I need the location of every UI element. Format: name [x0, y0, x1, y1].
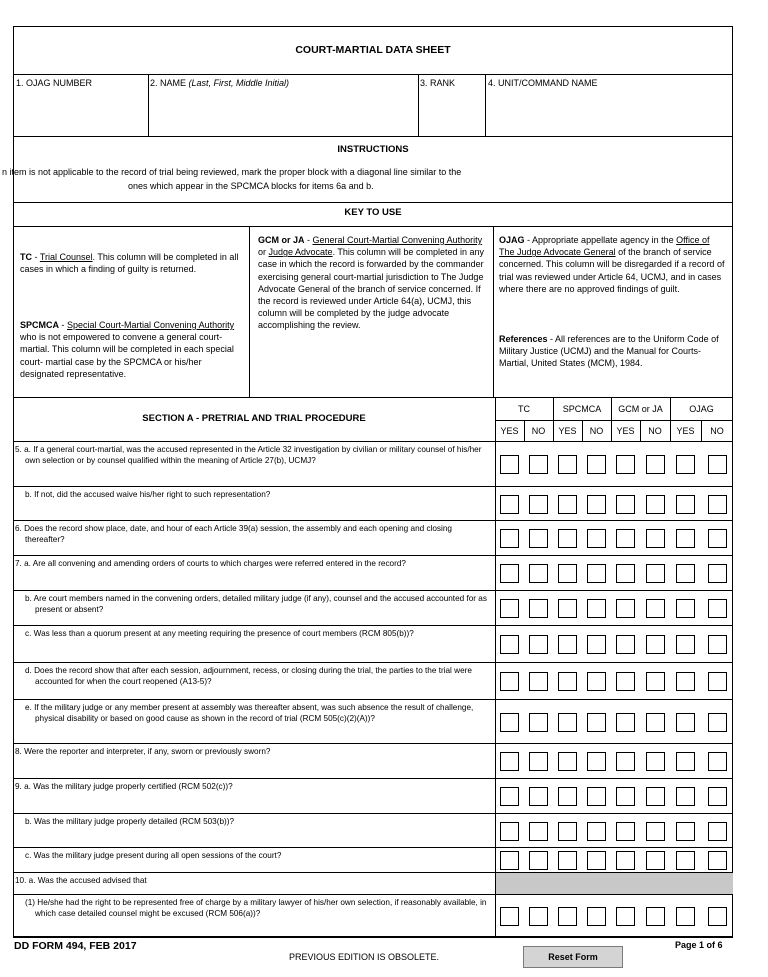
spcmca-yes-checkbox[interactable] [558, 787, 577, 806]
tc-yes-checkbox[interactable] [500, 851, 519, 870]
shaded-answer-area [496, 873, 733, 894]
spcmca-yes-checkbox[interactable] [558, 495, 577, 514]
ojag-no-checkbox[interactable] [708, 822, 727, 841]
name-label-hint: (Last, First, Middle Initial) [188, 78, 290, 88]
ojag-yes-checkbox[interactable] [676, 599, 695, 618]
spcmca-no-checkbox[interactable] [587, 495, 606, 514]
tc-no-checkbox[interactable] [529, 851, 548, 870]
key-spcmca [20, 319, 245, 396]
key-gcm [258, 234, 486, 384]
column-group-tc: TC [518, 404, 530, 414]
gcm-yes-checkbox[interactable] [616, 851, 635, 870]
gcm-yes-checkbox[interactable] [616, 822, 635, 841]
question-text: 7. a. Are all convening and amending orders of courts to which charges were referred entered in the record? [15, 559, 406, 568]
rule-key-col1 [249, 227, 250, 397]
row-separator [13, 778, 733, 779]
spcmca-yes-checkbox[interactable] [558, 672, 577, 691]
ojag-yes-checkbox[interactable] [676, 907, 695, 926]
gcm-yes-checkbox[interactable] [616, 495, 635, 514]
row-separator [13, 699, 733, 700]
ojag-yes-checkbox[interactable] [676, 787, 695, 806]
key-ojag-text: of the branch of service concerned. This column will be disregarded if a record of trial was reviewed under Article 64, UCMJ, and in cases where there are no approved findings of guilt. [499, 247, 725, 294]
rank-field[interactable] [419, 90, 484, 134]
question-text: b. Was the military judge properly detailed (RCM 503(b))? [25, 817, 235, 826]
key-tc-text: . This column will be completed in all cases in which a finding of guilty is returned. [20, 252, 239, 275]
row-separator [13, 813, 733, 814]
tc-yes-checkbox[interactable] [500, 713, 519, 732]
gcm-no-checkbox[interactable] [646, 635, 665, 654]
key-ojag-sep: - [524, 235, 533, 245]
key-spcmca-text: who is not empowered to convene a general court-martial. This column will be completed in each special court- martial case by the SPCMCA or his/her designated representative. [20, 332, 234, 379]
spcmca-no-checkbox[interactable] [587, 564, 606, 583]
yes-column-header: YES [500, 426, 519, 436]
name-label-text: 2. NAME [150, 78, 187, 88]
ojag-number-label: 1. OJAG NUMBER [16, 78, 93, 88]
row-separator [13, 662, 733, 663]
gcm-yes-checkbox[interactable] [616, 752, 635, 771]
tc-no-checkbox[interactable] [529, 822, 548, 841]
tc-yes-checkbox[interactable] [500, 752, 519, 771]
row-separator [13, 743, 733, 744]
key-heading: KEY TO USE [344, 207, 402, 218]
no-column-header: NO [589, 426, 604, 436]
question-text: b. Are court members named in the convening orders, detailed military judge (if any), counsel and the accused accounted for as present or absent? [25, 594, 487, 614]
gcm-no-checkbox[interactable] [646, 672, 665, 691]
spcmca-no-checkbox[interactable] [587, 455, 606, 474]
unit-field[interactable] [486, 90, 731, 134]
key-ojag-abbr: OJAG [499, 235, 525, 245]
tc-yes-checkbox[interactable] [500, 635, 519, 654]
ojag-yes-checkbox[interactable] [676, 752, 695, 771]
question-text: d. Does the record show that after each session, adjournment, recess, or closing during the trial, the parties to the trial were accounted for when the court reopened (A13-5)? [25, 666, 472, 686]
rank-label: 3. RANK [420, 78, 456, 88]
gcm-yes-checkbox[interactable] [616, 787, 635, 806]
tc-no-checkbox[interactable] [529, 752, 548, 771]
key-spcmca-term: Special Court-Martial Convening Authority [67, 320, 235, 330]
tc-no-checkbox[interactable] [529, 455, 548, 474]
tc-no-checkbox[interactable] [529, 672, 548, 691]
spcmca-no-checkbox[interactable] [587, 529, 606, 548]
gcm-no-checkbox[interactable] [646, 455, 665, 474]
ojag-no-checkbox[interactable] [708, 564, 727, 583]
row-separator [13, 555, 733, 556]
gcm-no-checkbox[interactable] [646, 752, 665, 771]
tc-no-checkbox[interactable] [529, 713, 548, 732]
spcmca-no-checkbox[interactable] [587, 635, 606, 654]
tc-no-checkbox[interactable] [529, 599, 548, 618]
ojag-no-checkbox[interactable] [708, 635, 727, 654]
tc-no-checkbox[interactable] [529, 529, 548, 548]
gcm-yes-checkbox[interactable] [616, 599, 635, 618]
tc-yes-checkbox[interactable] [500, 529, 519, 548]
tc-no-checkbox[interactable] [529, 907, 548, 926]
unit-label: 4. UNIT/COMMAND NAME [488, 78, 598, 88]
ojag-yes-checkbox[interactable] [676, 635, 695, 654]
key-gcm-term2: Judge Advocate [268, 247, 333, 258]
rule-key-col2 [493, 227, 494, 397]
gcm-yes-checkbox[interactable] [616, 564, 635, 583]
gcm-yes-checkbox[interactable] [616, 672, 635, 691]
rule-instructions-bottom [14, 202, 732, 203]
rule-id-bottom [14, 136, 732, 137]
ojag-no-checkbox[interactable] [708, 787, 727, 806]
form-id: DD FORM 494, FEB 2017 [14, 940, 137, 952]
tc-yes-checkbox[interactable] [500, 672, 519, 691]
rule-key-heading-bottom [14, 226, 732, 227]
ojag-no-checkbox[interactable] [708, 495, 727, 514]
key-tc-term: Trial Counsel [39, 252, 93, 262]
key-tc-sep: - [32, 252, 40, 262]
spcmca-yes-checkbox[interactable] [558, 907, 577, 926]
gcm-yes-checkbox[interactable] [616, 455, 635, 474]
ojag-no-checkbox[interactable] [708, 752, 727, 771]
ojag-yes-checkbox[interactable] [676, 713, 695, 732]
question-text: 9. a. Was the military judge properly certified (RCM 502(c))? [15, 782, 233, 791]
row-separator [13, 937, 733, 938]
tc-no-checkbox[interactable] [529, 787, 548, 806]
gcm-no-checkbox[interactable] [646, 495, 665, 514]
key-references [499, 333, 727, 385]
spcmca-yes-checkbox[interactable] [558, 455, 577, 474]
instructions-line-1: n item is not applicable to the record of trial being reviewed, mark the proper block with a diagonal line similar to the [2, 167, 462, 177]
key-spcmca-abbr: SPCMCA [20, 320, 60, 330]
tc-no-checkbox[interactable] [529, 495, 548, 514]
row-separator [13, 894, 733, 895]
tc-yes-checkbox[interactable] [500, 495, 519, 514]
ojag-no-checkbox[interactable] [708, 713, 727, 732]
ojag-no-checkbox[interactable] [708, 529, 727, 548]
row-separator [13, 847, 733, 848]
key-ojag-term: Office of The Judge Advocate General [499, 235, 710, 258]
no-column-header: NO [710, 426, 724, 436]
spcmca-no-checkbox[interactable] [587, 752, 606, 771]
tc-no-checkbox[interactable] [529, 564, 548, 583]
key-spcmca-sep: - [59, 320, 68, 330]
key-gcm-mid: or [258, 247, 269, 258]
spcmca-yes-checkbox[interactable] [558, 529, 577, 548]
spcmca-no-checkbox[interactable] [587, 672, 606, 691]
question-text: 5. a. If a general court-martial, was the accused represented in the Article 32 investigation by civilian or military counsel of his/her own selection or by counsel qualified within the meaning of Article 27(b), UCMJ? [15, 445, 482, 465]
edition-note: PREVIOUS EDITION IS OBSOLETE. [289, 952, 440, 962]
gcm-no-checkbox[interactable] [646, 822, 665, 841]
ojag-yes-checkbox[interactable] [676, 564, 695, 583]
key-tc-abbr: TC [20, 252, 32, 262]
spcmca-yes-checkbox[interactable] [558, 752, 577, 771]
gcm-no-checkbox[interactable] [646, 713, 665, 732]
tc-yes-checkbox[interactable] [500, 455, 519, 474]
tc-no-checkbox[interactable] [529, 635, 548, 654]
no-column-header: NO [531, 426, 546, 436]
gcm-yes-checkbox[interactable] [616, 907, 635, 926]
gcm-no-checkbox[interactable] [646, 851, 665, 870]
spcmca-yes-checkbox[interactable] [558, 635, 577, 654]
spcmca-no-checkbox[interactable] [587, 599, 606, 618]
key-references-abbr: References [499, 334, 548, 344]
key-gcm-abbr: GCM or JA [258, 235, 305, 245]
ojag-no-checkbox[interactable] [708, 851, 727, 870]
tc-yes-checkbox[interactable] [500, 907, 519, 926]
tc-yes-checkbox[interactable] [500, 599, 519, 618]
row-separator [13, 590, 733, 591]
ojag-number-field[interactable] [15, 90, 146, 134]
column-group-spcmca: SPCMCA [562, 404, 602, 414]
spcmca-yes-checkbox[interactable] [558, 713, 577, 732]
gcm-yes-checkbox[interactable] [616, 529, 635, 548]
spcmca-no-checkbox[interactable] [587, 713, 606, 732]
spcmca-yes-checkbox[interactable] [558, 564, 577, 583]
spcmca-yes-checkbox[interactable] [558, 851, 577, 870]
ojag-yes-checkbox[interactable] [676, 495, 695, 514]
ojag-yes-checkbox[interactable] [676, 851, 695, 870]
key-ojag [499, 234, 727, 330]
yes-column-header: YES [676, 426, 695, 436]
row-separator [13, 625, 733, 626]
gcm-no-checkbox[interactable] [646, 529, 665, 548]
ojag-no-checkbox[interactable] [708, 599, 727, 618]
ojag-yes-checkbox[interactable] [676, 455, 695, 474]
tc-yes-checkbox[interactable] [500, 564, 519, 583]
instructions-line-2: ones which appear in the SPCMCA blocks for items 6a and b. [128, 181, 374, 191]
key-ojag-pre: Appropriate appellate agency in the [532, 235, 677, 245]
form-title: COURT-MARTIAL DATA SHEET [295, 44, 451, 56]
rule-key-bottom [14, 397, 732, 398]
spcmca-no-checkbox[interactable] [587, 822, 606, 841]
rule-answers-left [495, 397, 496, 937]
gcm-no-checkbox[interactable] [646, 564, 665, 583]
ojag-no-checkbox[interactable] [708, 907, 727, 926]
tc-yes-checkbox[interactable] [500, 822, 519, 841]
yes-column-header: YES [558, 426, 577, 436]
page-number: Page 1 of 6 [675, 940, 723, 950]
gcm-yes-checkbox[interactable] [616, 635, 635, 654]
question-text: 6. Does the record show place, date, and hour of each Article 39(a) session, the assembly and each opening and closing thereafter? [15, 524, 452, 544]
row-separator [13, 520, 733, 521]
column-group-gcm: GCM or JA [618, 404, 663, 414]
ojag-no-checkbox[interactable] [708, 455, 727, 474]
spcmca-yes-checkbox[interactable] [558, 599, 577, 618]
yes-column-header: YES [616, 426, 635, 436]
gcm-no-checkbox[interactable] [646, 599, 665, 618]
rule-group-header [495, 420, 733, 421]
tc-yes-checkbox[interactable] [500, 787, 519, 806]
spcmca-no-checkbox[interactable] [587, 851, 606, 870]
key-references-text: - All references are to the Uniform Code of Military Justice (UCMJ) and the Manual for Courts-Martial, United States (MCM), 1984. [499, 334, 719, 369]
column-group-ojag: OJAG [689, 404, 714, 414]
key-gcm-term1: General Court-Martial Convening Authority [312, 235, 483, 245]
gcm-no-checkbox[interactable] [646, 907, 665, 926]
row-separator [13, 486, 733, 487]
key-gcm-text: . This column will be completed in any case in which the record is forwarded by the commander exercising general court-martial jurisdiction to The Judge Advocate General of the branch of service concerned. If the record is reviewed under Article 64(a), UCMJ, this column will be completed by the judge advocate accomplishing the review. [258, 247, 484, 331]
gcm-yes-checkbox[interactable] [616, 713, 635, 732]
gcm-no-checkbox[interactable] [646, 787, 665, 806]
name-label [150, 77, 289, 89]
question-text: (1) He/she had the right to be represented free of charge by a military lawyer of his/her own selection, if reasonably available, in which case detailed counsel might be excused (RCM 506(a))? [25, 898, 487, 918]
question-text: 8. Were the reporter and interpreter, if any, sworn or previously sworn? [15, 747, 271, 756]
rule-yes-no-bottom [13, 441, 733, 442]
spcmca-yes-checkbox[interactable] [558, 822, 577, 841]
ojag-yes-checkbox[interactable] [676, 672, 695, 691]
question-text: c. Was less than a quorum present at any meeting requiring the presence of court members (RCM 805(b))? [25, 629, 414, 638]
key-gcm-sep: - [304, 235, 313, 245]
reset-form-button[interactable]: Reset Form [523, 946, 623, 968]
question-text: b. If not, did the accused waive his/her right to such representation? [25, 490, 271, 499]
question-text: e. If the military judge or any member present at assembly was thereafter absent, was such absence the result of challenge, physical disability or based on good cause as shown in the record of trial (RCM 505(c)(2)(A))? [25, 703, 474, 723]
section-a-heading: SECTION A - PRETRIAL AND TRIAL PROCEDURE [142, 413, 366, 424]
question-text: c. Was the military judge present during all open sessions of the court? [25, 851, 282, 860]
ojag-yes-checkbox[interactable] [676, 822, 695, 841]
instructions-heading: INSTRUCTIONS [337, 144, 409, 155]
ojag-yes-checkbox[interactable] [676, 529, 695, 548]
rule-title-bottom [14, 74, 732, 75]
name-field[interactable] [149, 90, 417, 134]
no-column-header: NO [648, 426, 662, 436]
spcmca-no-checkbox[interactable] [587, 787, 606, 806]
question-text: 10. a. Was the accused advised that [15, 876, 147, 885]
ojag-no-checkbox[interactable] [708, 672, 727, 691]
key-tc [20, 251, 245, 291]
spcmca-no-checkbox[interactable] [587, 907, 606, 926]
